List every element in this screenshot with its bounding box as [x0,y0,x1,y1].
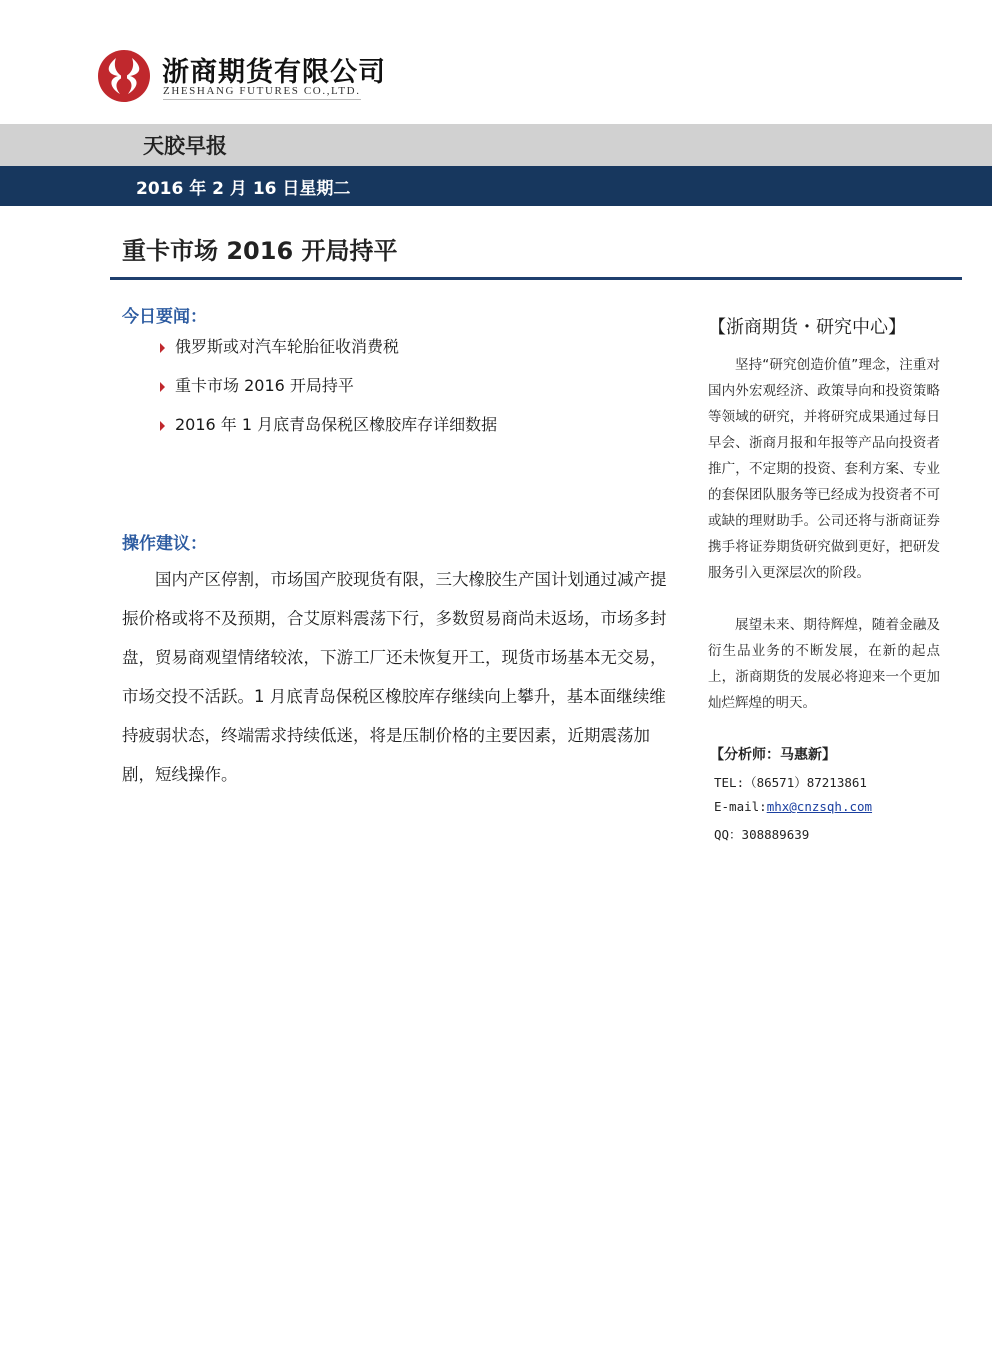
bullet-arrow-icon [160,343,165,353]
email-link[interactable]: mhx@cnzsqh.com [766,799,873,814]
company-name-en: ZHESHANG FUTURES CO.,LTD. [163,85,361,100]
research-center-outlook: 展望未来、期待辉煌，随着金融及衍生品业务的不断发展，在新的起点上，浙商期货的发展必将迎来一个更加灿烂辉煌的明天。 [708,617,940,711]
news-item-label: 俄罗斯或对汽车轮胎征收消费税 [175,337,400,356]
analyst-name: 【分析师：马惠新】 [710,747,836,763]
bullet-arrow-icon [160,421,165,431]
headline-divider [110,277,962,280]
report-date: 2016 年 2 月 16 日星期二 [136,179,351,199]
research-center-intro: 坚持“研究创造价值”理念，注重对国内外宏观经济、政策导向和投资策略等领域的研究，并将研究成果通过每日早会、浙商月报和年报等产品向投资者推广，不定期的投资、套利方案、专业的套保团队服务等已经成为投资者不可或缺的理财助手。公司还将与浙商证券携手将证券期货研究做到更好，把研发服务引入更深层次的阶段。 [708,357,940,581]
bullet-arrow-icon [160,382,165,392]
page-headline: 重卡市场 2016 开局持平 [122,237,398,265]
analyst-email-row [714,799,872,814]
news-item-label: 2016 年 1 月底青岛保税区橡胶库存详细数据 [175,415,498,434]
research-center-title: 【浙商期货・研究中心】 [708,317,906,338]
report-type: 天胶早报 [143,134,227,158]
today-news-title: 今日要闻： [122,307,207,327]
zheshang-logo-icon [96,48,152,104]
analyst-tel: TEL:（86571）87213861 [714,775,867,790]
news-item-label: 重卡市场 2016 开局持平 [175,376,354,395]
news-item[interactable] [160,412,497,435]
news-item[interactable] [160,334,399,357]
advice-text: 国内产区停割，市场国产胶现货有限，三大橡胶生产国计划通过减产提振价格或将不及预期，合艾原料震荡下行，多数贸易商尚未返场，市场多封盘，贸易商观望情绪较浓，下游工厂还未恢复开工，现货市场基本无交易，市场交投不活跃。1 月底青岛保税区橡胶库存继续向上攀升，基本面继续维持疲弱状态，终端需求持续低迷，将是压制价格的主要因素，近期震荡加剧，短线操作。 [122,570,667,784]
company-name-cn: 浙商期货有限公司 [162,57,386,88]
analyst-qq: QQ：308889639 [714,827,810,842]
advice-title: 操作建议： [122,534,207,554]
email-label: E-mail: [714,799,767,814]
news-item[interactable] [160,373,354,396]
